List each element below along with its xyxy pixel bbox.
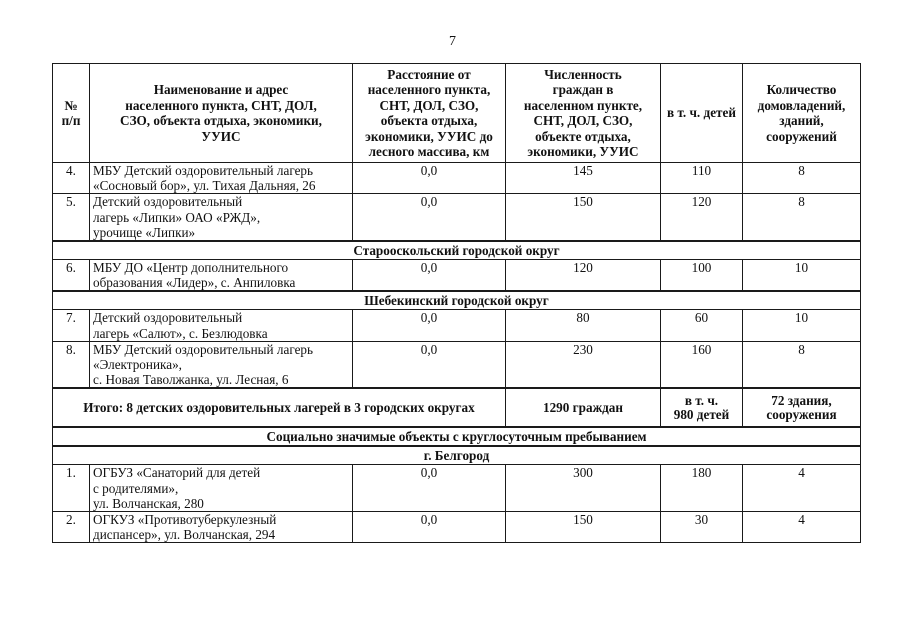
page-number: 7 [449,34,456,49]
row-distance: 0,0 [353,260,506,292]
row-name: ОГБУЗ «Санаторий для детей с родителями», ул. Волчанская, 280 [90,465,353,512]
table-row [53,194,861,241]
row-distance: 0,0 [353,310,506,341]
header-buildings: Количество домовладений, зданий, сооружений [743,64,861,163]
table-row [53,512,861,543]
section-title: Шебекинский городской округ [53,291,861,310]
row-children: 160 [661,341,743,388]
row-buildings: 8 [743,194,861,241]
header-population: Численность граждан в населенном пункте, СНТ, ДОЛ, СЗО, объекте отдыха, экономики, УУИС [506,64,661,163]
row-children: 30 [661,512,743,543]
table-body [53,64,861,543]
row-num: 5. [53,194,90,241]
row-children: 100 [661,260,743,292]
total-children: в т. ч. 980 детей [661,388,743,427]
header-children: в т. ч. детей [661,64,743,163]
row-buildings: 8 [743,341,861,388]
section-row [53,291,861,310]
total-buildings: 72 здания, сооружения [743,388,861,427]
row-name: МБУ ДО «Центр дополнительного образования «Лидер», с. Анпиловка [90,260,353,292]
row-buildings: 10 [743,260,861,292]
row-name: МБУ Детский оздоровительный лагерь «Электроника», с. Новая Таволжанка, ул. Лесная, 6 [90,341,353,388]
table-row [53,260,861,292]
row-children: 110 [661,163,743,194]
total-label: Итого: 8 детских оздоровительных лагерей в 3 городских округах [53,388,506,427]
row-population: 80 [506,310,661,341]
row-name: Детский оздоровительный лагерь «Салют», с. Безлюдовка [90,310,353,341]
row-buildings: 4 [743,512,861,543]
row-population: 145 [506,163,661,194]
row-name: ОГКУЗ «Противотуберкулезный диспансер», ул. Волчанская, 294 [90,512,353,543]
row-children: 180 [661,465,743,512]
row-num: 8. [53,341,90,388]
row-distance: 0,0 [353,465,506,512]
row-buildings: 10 [743,310,861,341]
table-row [53,465,861,512]
row-children: 120 [661,194,743,241]
row-distance: 0,0 [353,341,506,388]
row-population: 150 [506,512,661,543]
data-table [52,63,861,543]
row-population: 150 [506,194,661,241]
section-title: Старооскольский городской округ [53,241,861,260]
section-title: Социально значимые объекты с круглосуточным пребыванием [53,427,861,446]
row-buildings: 4 [743,465,861,512]
header-name: Наименование и адрес населенного пункта, СНТ, ДОЛ, СЗО, объекта отдыха, экономики, УУИС [90,64,353,163]
row-num: 1. [53,465,90,512]
section-row [53,427,861,446]
row-num: 4. [53,163,90,194]
row-population: 120 [506,260,661,292]
row-num: 6. [53,260,90,292]
row-distance: 0,0 [353,163,506,194]
table-row [53,341,861,388]
header-distance: Расстояние от населенного пункта, СНТ, ДОЛ, СЗО, объекта отдыха, экономики, УУИС до лесного массива, км [353,64,506,163]
total-population: 1290 граждан [506,388,661,427]
row-children: 60 [661,310,743,341]
row-population: 230 [506,341,661,388]
table-row [53,163,861,194]
row-name: Детский оздоровительный лагерь «Липки» ОАО «РЖД», урочище «Липки» [90,194,353,241]
total-row [53,388,861,427]
row-distance: 0,0 [353,194,506,241]
section-row [53,446,861,465]
row-distance: 0,0 [353,512,506,543]
header-num: № п/п [53,64,90,163]
header-row [53,64,861,163]
row-buildings: 8 [743,163,861,194]
table-row [53,310,861,341]
section-title: г. Белгород [53,446,861,465]
row-name: МБУ Детский оздоровительный лагерь «Сосновый бор», ул. Тихая Дальняя, 26 [90,163,353,194]
row-num: 7. [53,310,90,341]
section-row [53,241,861,260]
row-population: 300 [506,465,661,512]
row-num: 2. [53,512,90,543]
